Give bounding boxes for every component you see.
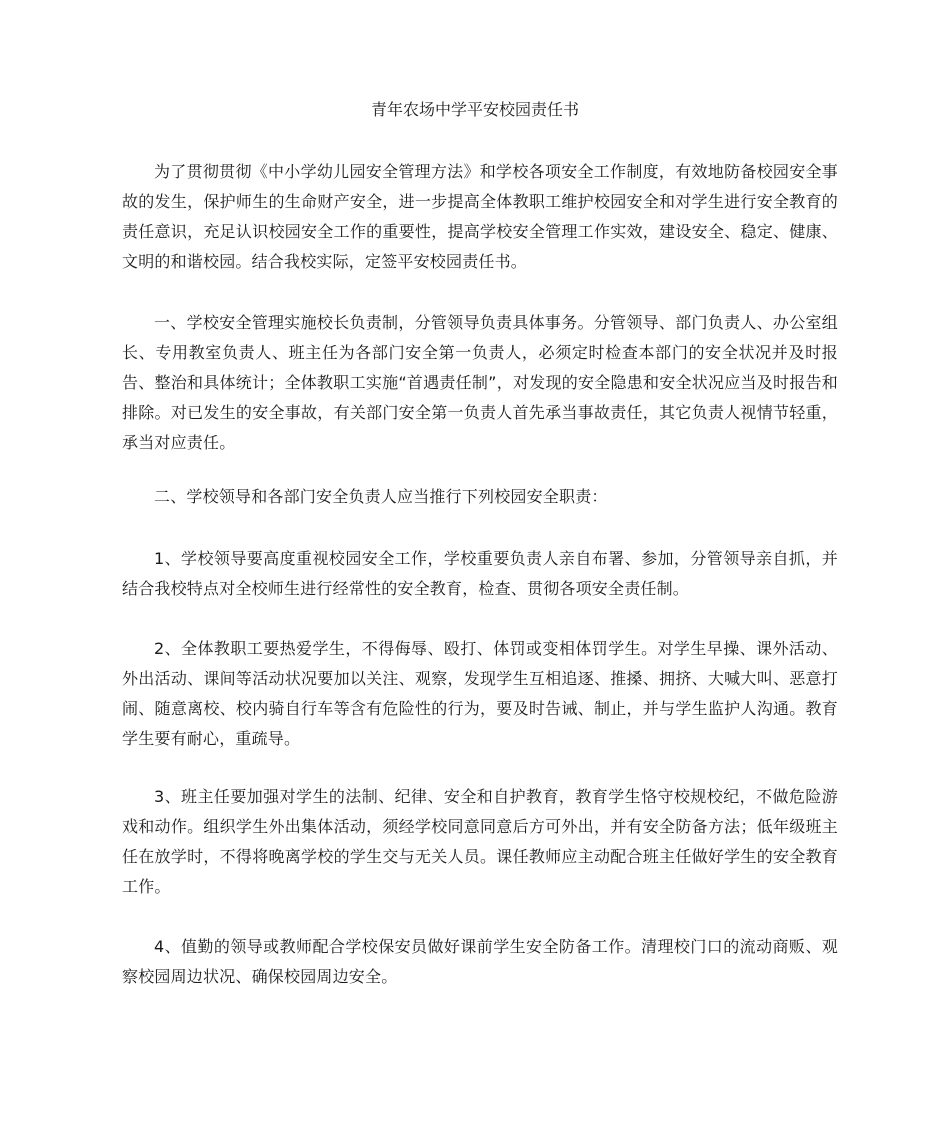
intro-paragraph: 为了贯彻贯彻《中小学幼儿园安全管理方法》和学校各项安全工作制度，有效地防备校园安全事故的发生，保护师生的生命财产安全，进一步提高全体教职工维护校园安全和对学生进行安全教育的责任意识，充足认识校园安全工作的重要性，提高学校安全管理工作实效，建设安全、稳定、健康、文明的和谐校园。结合我校实际，定签平安校园责任书。 — [122, 162, 838, 271]
section-two-heading: 二、学校领导和各部门安全负责人应当推行下列校园安全职责： — [154, 487, 608, 506]
duty-item-1: 1、学校领导要高度重视校园安全工作，学校重要负责人亲自布署、参加，分管领导亲自抓，并结合我校特点对全校师生进行经常性的安全教育，检查、贯彻各项安全责任制。 — [122, 549, 838, 598]
duty-item-2: 2、全体教职工要热爱学生，不得侮辱、殴打、体罚或变相体罚学生。对学生早操、课外活动、外出活动、课间等活动状况要加以关注、观察，发现学生互相追逐、推搡、拥挤、大喊大叫、恶意打闹、随意离校、校内骑自行车等含有危险性的行为，要及时告诫、制止，并与学生监护人沟通。教育学生要有耐心，重疏导。 — [122, 639, 838, 748]
duty-item-3: 3、班主任要加强对学生的法制、纪律、安全和自护教育，教育学生恪守校规校纪，不做危险游戏和动作。组织学生外出集体活动，须经学校同意同意后方可外出，并有安全防备方法；低年级班主任在放学时，不得将晚离学校的学生交与无关人员。课任教师应主动配合班主任做好学生的安全教育工作。 — [122, 787, 838, 896]
document-title: 青年农场中学平安校园责任书 — [370, 100, 579, 119]
section-one-paragraph: 一、学校安全管理实施校长负责制，分管领导负责具体事务。分管领导、部门负责人、办公室组长、专用教室负责人、班主任为各部门安全第一负责人，必须定时检查本部门的安全状况并及时报告、整治和具体统计；全体教职工实施“首遇责任制”，对发现的安全隐患和安全状况应当及时报告和排除。对已发生的安全事故，有关部门安全第一负责人首先承当事故责任，其它负责人视情节轻重，承当对应责任。 — [122, 313, 838, 452]
duty-item-4: 4、值勤的领导或教师配合学校保安员做好课前学生安全防备工作。清理校门口的流动商贩、观察校园周边状况、确保校园周边安全。 — [122, 937, 838, 986]
